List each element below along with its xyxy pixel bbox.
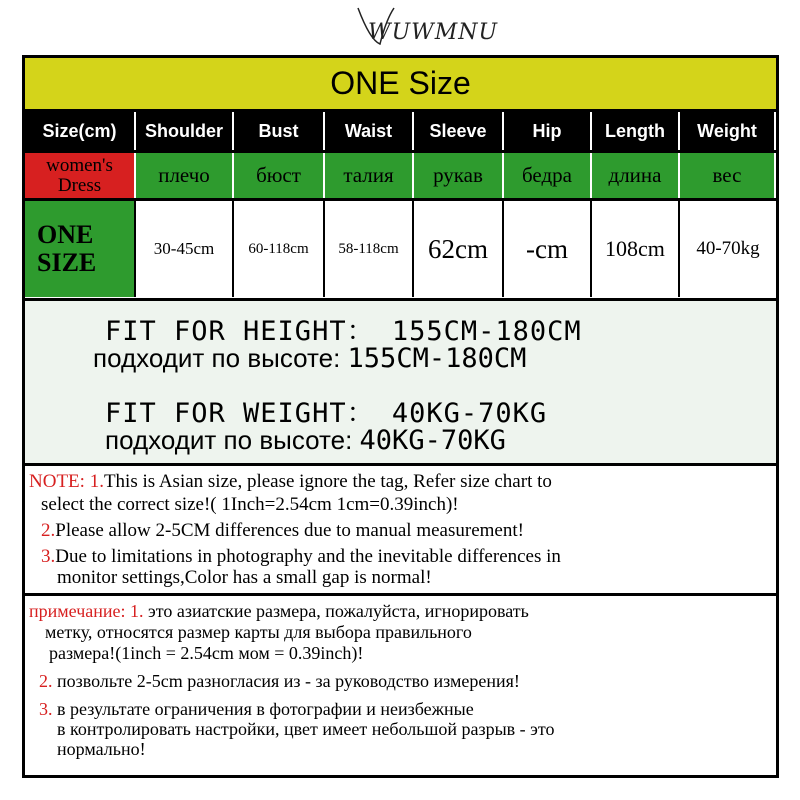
note-ru-line-7: нормально! <box>57 739 146 759</box>
note-ru-line-5 <box>39 699 474 720</box>
ru-hip: бедра <box>504 153 592 198</box>
size-chart <box>22 55 779 778</box>
ru-sleeve: рукав <box>414 153 504 198</box>
value-weight: 40-70kg <box>680 201 776 297</box>
note-en-num-3: 3. <box>41 546 56 567</box>
size-table <box>25 112 776 297</box>
note-en-line-3 <box>41 520 524 542</box>
title-bar <box>25 58 776 112</box>
note-en-line-4 <box>41 546 561 568</box>
note-en-text-4: Due to limitations in photography and the inevitable differences in <box>55 546 561 567</box>
note-en-text-1: This is Asian size, please ignore the tag, Refer size chart to <box>103 471 552 492</box>
fit-weight-en-value: 40KG-70KG <box>391 398 548 429</box>
note-en-text-3: Please allow 2-5CM differences due to manual measurement! <box>55 520 524 541</box>
header-weight: Weight <box>680 112 776 150</box>
note-en-num-1: 1. <box>89 471 104 492</box>
note-russian <box>25 599 776 775</box>
fit-weight-ru <box>105 425 506 456</box>
note-ru-line-6: в контролировать настройки, цвет имеет небольшой разрыв - это <box>57 719 555 739</box>
note-ru-prefix: примечание: 1. <box>29 601 144 621</box>
fit-weight-ru-label: подходит по высоте: <box>105 425 353 455</box>
header-bust: Bust <box>234 112 325 150</box>
note-en-line-2: select the correct size!( 1Inch=2.54cm 1cm=0.39inch)! <box>41 494 459 515</box>
note-ru-text-4: позвольте 2-5cm разногласия из - за руководство измерения! <box>57 671 520 691</box>
fit-height-ru <box>93 343 526 374</box>
values-row <box>25 201 776 297</box>
fit-height-en-value: 155CM-180CM <box>391 316 582 347</box>
logo-text: WUWMNU <box>368 20 499 45</box>
ru-shoulder: плечо <box>136 153 234 198</box>
value-bust: 60-118cm <box>234 201 325 297</box>
ru-length: длина <box>592 153 680 198</box>
header-sleeve: Sleeve <box>414 112 504 150</box>
value-sleeve: 62cm <box>414 201 504 297</box>
ru-label: women's Dress <box>25 153 136 198</box>
value-length: 108cm <box>592 201 680 297</box>
fit-section <box>25 298 776 466</box>
note-ru-num-2: 2. <box>39 671 53 691</box>
russian-header-row <box>25 153 776 201</box>
header-size-label: Size(cm) <box>25 112 136 150</box>
note-ru-line-1 <box>29 601 529 622</box>
values-label: ONE SIZE <box>25 201 136 297</box>
value-hip: -cm <box>504 201 592 297</box>
header-waist: Waist <box>325 112 414 150</box>
note-ru-line-2: метку, относятся размер карты для выбора правильного <box>45 622 472 642</box>
fit-weight-en-label: FIT FOR WEIGHT： <box>105 398 375 429</box>
value-waist: 58-118cm <box>325 201 414 297</box>
note-ru-num-3: 3. <box>39 699 53 719</box>
header-shoulder: Shoulder <box>136 112 234 150</box>
ru-waist: талия <box>325 153 414 198</box>
note-en-num-2: 2. <box>41 520 56 541</box>
note-en-line-5: monitor settings,Color has a small gap is normal! <box>57 567 432 588</box>
page-title: ONE Size <box>330 65 471 101</box>
note-ru-text-1: это азиатские размера, пожалуйста, игнорировать <box>148 601 529 621</box>
note-ru-line-4 <box>39 671 520 692</box>
note-ru-line-3: размера!(1inch = 2.54cm мом = 0.39inch)! <box>49 643 364 663</box>
value-shoulder: 30-45cm <box>136 201 234 297</box>
note-en-prefix: NOTE: <box>29 471 85 492</box>
ru-weight: вес <box>680 153 776 198</box>
fit-height-ru-value: 155CM-180CM <box>347 343 527 374</box>
note-ru-text-5: в результате ограничения в фотографии и неизбежные <box>57 699 474 719</box>
fit-weight-ru-value: 40KG-70KG <box>359 425 506 456</box>
header-length: Length <box>592 112 680 150</box>
note-english <box>25 466 776 596</box>
note-en-line-1 <box>29 471 552 493</box>
fit-height-ru-label: подходит по высоте: <box>93 343 341 373</box>
header-hip: Hip <box>504 112 592 150</box>
brand-logo <box>350 0 510 50</box>
header-row <box>25 112 776 153</box>
fit-height-en-label: FIT FOR HEIGHT： <box>105 316 375 347</box>
ru-bust: бюст <box>234 153 325 198</box>
